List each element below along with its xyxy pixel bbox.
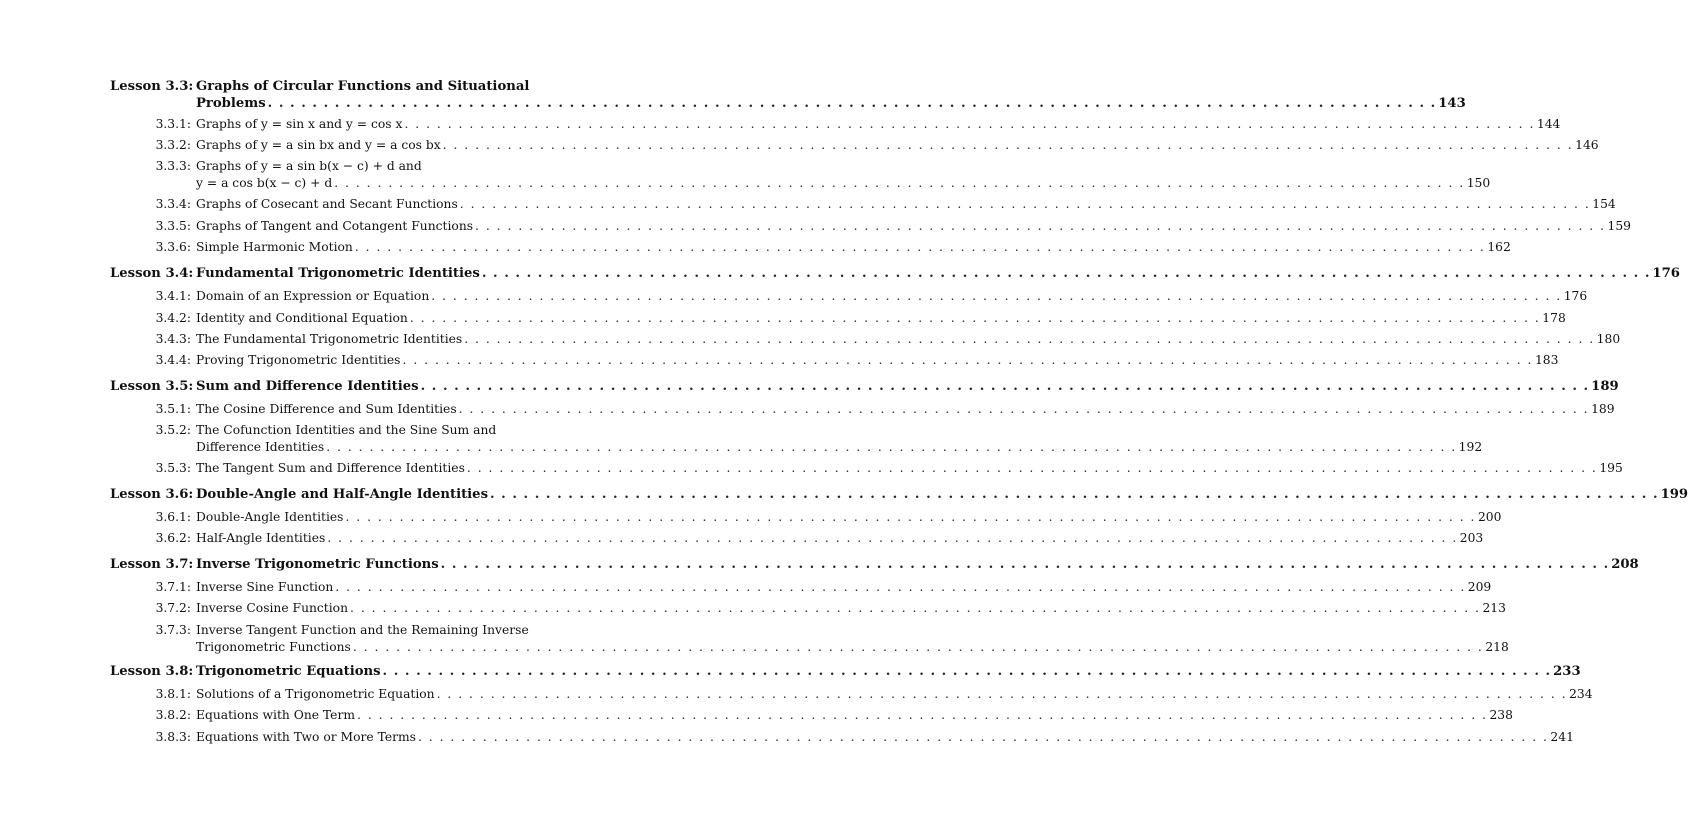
section-number: 3.8.2: [155, 708, 191, 722]
entry-title: Inverse Cosine Function [196, 601, 348, 615]
section-number: 3.4.2: [155, 311, 191, 325]
entry-title: Graphs of Cosecant and Secant Functions [196, 197, 458, 211]
dot-leader [475, 218, 1605, 235]
toc-subsection-row[interactable] [110, 196, 1616, 213]
dot-leader [383, 663, 1552, 680]
entry-title: Fundamental Trigonometric Identities [196, 266, 480, 281]
toc-entry [196, 401, 1615, 418]
dot-leader [482, 265, 1651, 282]
page-number[interactable]: 178 [1542, 311, 1566, 325]
page-number[interactable]: 176 [1563, 289, 1588, 303]
toc-lesson-row[interactable] [110, 663, 1581, 680]
entry-line [196, 663, 1581, 680]
entry-line [196, 196, 1616, 213]
toc-entry [196, 729, 1574, 746]
toc-subsection-row[interactable] [110, 622, 1509, 656]
toc-subsection-row[interactable] [110, 686, 1593, 703]
toc-subsection-row[interactable] [110, 579, 1492, 596]
entry-line [196, 530, 1483, 547]
entry-title: Graphs of Tangent and Cotangent Functions [196, 219, 474, 233]
entry-title: Inverse Tangent Function and the Remaining Inverse [196, 623, 529, 637]
page-number[interactable]: 154 [1592, 197, 1616, 211]
entry-title: The Cofunction Identities and the Sine Sum and [196, 423, 497, 437]
dot-leader [490, 486, 1659, 503]
entry-title: Double-Angle Identities [196, 510, 344, 524]
entry-title: The Cosine Difference and Sum Identities [196, 402, 457, 416]
section-number: 3.3.6: [155, 240, 191, 254]
dot-leader [460, 196, 1590, 213]
entry-line [196, 486, 1688, 503]
entry-title: Double-Angle and Half-Angle Identities [196, 487, 488, 502]
toc-entry [196, 707, 1513, 724]
toc-entry [196, 310, 1566, 327]
toc-subsection-row[interactable] [110, 331, 1621, 348]
dot-leader [443, 137, 1573, 154]
toc-entry [196, 158, 1490, 192]
entry-title: Trigonometric Equations [196, 664, 381, 679]
entry-title: Equations with One Term [196, 708, 355, 722]
entry-title: Domain of an Expression or Equation [196, 289, 430, 303]
section-number: 3.3.4: [155, 197, 191, 211]
page-number[interactable]: 200 [1477, 510, 1502, 524]
section-number: 3.3.3: [155, 159, 191, 173]
entry-title: Graphs of Circular Functions and Situational [196, 79, 530, 94]
dot-leader [335, 579, 1465, 596]
page-number[interactable]: 195 [1599, 461, 1623, 475]
entry-title: Inverse Trigonometric Functions [196, 557, 439, 572]
page-number[interactable]: 162 [1487, 240, 1511, 254]
toc-entry [196, 686, 1593, 703]
entry-title: The Tangent Sum and Difference Identities [196, 461, 465, 475]
entry-title: Trigonometric Functions [196, 640, 351, 654]
toc-entry [196, 265, 1680, 282]
page-number[interactable]: 213 [1482, 601, 1506, 615]
section-number: 3.5.1: [155, 402, 191, 416]
entry-line [196, 378, 1619, 395]
section-number: 3.4.3: [155, 332, 191, 346]
entry-title: Equations with Two or More Terms [196, 730, 416, 744]
entry-line [196, 729, 1574, 746]
toc-lesson-row[interactable] [110, 378, 1619, 395]
entry-title: Difference Identities [196, 440, 325, 454]
dot-leader [350, 600, 1480, 617]
section-number: 3.7.3: [155, 623, 191, 637]
toc-subsection-row[interactable] [110, 116, 1561, 133]
entry-line [196, 600, 1506, 617]
dot-leader [268, 95, 1437, 112]
entry-line [196, 686, 1593, 703]
dot-leader [431, 288, 1561, 305]
toc-subsection-row[interactable] [110, 137, 1599, 154]
entry-line [196, 556, 1639, 573]
lesson-number: Lesson 3.6: [110, 487, 194, 502]
toc-subsection-row[interactable] [110, 158, 1491, 192]
toc-subsection-row[interactable] [110, 401, 1615, 418]
dot-leader [327, 530, 1457, 547]
entry-title: Solutions of a Trigonometric Equation [196, 687, 435, 701]
entry-line [196, 137, 1599, 154]
page-number[interactable]: 180 [1596, 332, 1621, 346]
dot-leader [345, 509, 1475, 526]
dot-leader [404, 116, 1534, 133]
dot-leader [441, 556, 1610, 573]
page-number[interactable]: 238 [1489, 708, 1513, 722]
entry-title: Half-Angle Identities [196, 531, 326, 545]
toc-entry [196, 218, 1631, 235]
toc-entry [196, 486, 1688, 503]
page-number[interactable]: 203 [1459, 531, 1484, 545]
section-number: 3.5.3: [155, 461, 191, 475]
entry-title: Graphs of y = sin x and y = cos x [196, 117, 403, 131]
page-number[interactable]: 150 [1466, 176, 1491, 190]
section-number: 3.5.2: [155, 423, 191, 437]
toc-subsection-row[interactable] [110, 352, 1559, 369]
toc-entry [196, 352, 1558, 369]
toc-entry [196, 137, 1599, 154]
toc-subsection-row[interactable] [110, 707, 1513, 724]
lesson-number: Lesson 3.8: [110, 664, 194, 679]
entry-line [196, 422, 1482, 439]
section-number: 3.3.5: [155, 219, 191, 233]
section-number: 3.7.1: [155, 580, 191, 594]
lesson-number: Lesson 3.5: [110, 379, 194, 394]
entry-title: y = a cos b(x − c) + d [196, 176, 333, 190]
entry-line [196, 78, 1466, 95]
dot-leader [403, 352, 1533, 369]
page-number[interactable]: 144 [1536, 117, 1561, 131]
toc-entry [196, 579, 1491, 596]
toc-subsection-row[interactable] [110, 530, 1484, 547]
dot-leader [459, 401, 1589, 418]
section-number: 3.4.4: [155, 353, 191, 367]
toc-entry [196, 196, 1616, 213]
entry-line [196, 707, 1513, 724]
toc-subsection-row[interactable] [110, 600, 1506, 617]
toc-entry [196, 600, 1506, 617]
entry-title: Proving Trigonometric Identities [196, 353, 401, 367]
toc-subsection-row[interactable] [110, 460, 1623, 477]
toc-subsection-row[interactable] [110, 310, 1566, 327]
toc-entry [196, 530, 1483, 547]
entry-line [196, 239, 1511, 256]
page-number[interactable]: 189 [1591, 379, 1619, 394]
toc-entry [196, 556, 1639, 573]
toc-entry [196, 78, 1466, 112]
section-number: 3.3.1: [155, 117, 191, 131]
entry-line [196, 265, 1680, 282]
entry-line [196, 622, 1509, 639]
page-number[interactable]: 146 [1575, 138, 1599, 152]
dot-leader [334, 175, 1464, 192]
toc-lesson-row[interactable] [110, 78, 1466, 112]
entry-title: Graphs of y = a sin bx and y = a cos bx [196, 138, 441, 152]
toc-entry [196, 422, 1482, 456]
toc-subsection-row[interactable] [110, 288, 1588, 305]
toc-entry [196, 663, 1581, 680]
toc-entry [196, 460, 1623, 477]
lesson-number: Lesson 3.7: [110, 557, 194, 572]
toc-subsection-row[interactable] [110, 509, 1502, 526]
section-number: 3.7.2: [155, 601, 191, 615]
section-number: 3.4.1: [155, 289, 191, 303]
dot-leader [357, 707, 1487, 724]
entry-line [196, 579, 1491, 596]
dot-leader [467, 460, 1597, 477]
entry-line [196, 175, 1490, 192]
page-number[interactable]: 189 [1591, 402, 1615, 416]
section-number: 3.6.1: [155, 510, 191, 524]
entry-title: Simple Harmonic Motion [196, 240, 353, 254]
entry-title: Sum and Difference Identities [196, 379, 419, 394]
entry-line [196, 158, 1490, 175]
entry-line [196, 331, 1620, 348]
entry-line [196, 439, 1482, 456]
page-number[interactable]: 234 [1569, 687, 1593, 701]
entry-title: The Fundamental Trigonometric Identities [196, 332, 463, 346]
toc-lesson-row[interactable] [110, 486, 1688, 503]
section-number: 3.8.3: [155, 730, 191, 744]
toc-entry [196, 239, 1511, 256]
toc-subsection-row[interactable] [110, 218, 1631, 235]
entry-line [196, 95, 1466, 112]
page-number[interactable]: 233 [1553, 664, 1581, 679]
entry-line [196, 401, 1615, 418]
entry-line [196, 352, 1558, 369]
toc-lesson-row[interactable] [110, 556, 1639, 573]
dot-leader [353, 639, 1483, 656]
toc-entry [196, 378, 1619, 395]
toc-subsection-row[interactable] [110, 422, 1483, 456]
section-number: 3.8.1: [155, 687, 191, 701]
entry-title: Problems [196, 96, 266, 111]
page-number[interactable]: 143 [1438, 96, 1466, 111]
lesson-number: Lesson 3.3: [110, 79, 194, 94]
toc-subsection-row[interactable] [110, 239, 1511, 256]
entry-title: Identity and Conditional Equation [196, 311, 408, 325]
toc-entry [196, 331, 1620, 348]
dot-leader [355, 239, 1485, 256]
dot-leader [437, 686, 1567, 703]
page-number[interactable]: 159 [1607, 219, 1631, 233]
page-number[interactable]: 218 [1485, 640, 1509, 654]
toc-entry [196, 288, 1587, 305]
page-number[interactable]: 199 [1660, 487, 1688, 502]
lesson-number: Lesson 3.4: [110, 266, 194, 281]
section-number: 3.3.2: [155, 138, 191, 152]
dot-leader [421, 378, 1590, 395]
page-number[interactable]: 183 [1534, 353, 1559, 367]
page-number[interactable]: 192 [1458, 440, 1483, 454]
toc-entry [196, 622, 1509, 656]
dot-leader [326, 439, 1456, 456]
toc-entry [196, 116, 1560, 133]
section-number: 3.6.2: [155, 531, 191, 545]
entry-line [196, 509, 1501, 526]
page-number[interactable]: 241 [1550, 730, 1574, 744]
page-number[interactable]: 208 [1611, 557, 1639, 572]
toc-lesson-row[interactable] [110, 265, 1680, 282]
entry-line [196, 639, 1509, 656]
entry-line [196, 116, 1560, 133]
entry-line [196, 218, 1631, 235]
toc-entry [196, 509, 1501, 526]
toc-subsection-row[interactable] [110, 729, 1574, 746]
dot-leader [464, 331, 1594, 348]
dot-leader [410, 310, 1540, 327]
entry-title: Inverse Sine Function [196, 580, 334, 594]
dot-leader [418, 729, 1548, 746]
entry-line [196, 460, 1623, 477]
page-number[interactable]: 176 [1652, 266, 1680, 281]
entry-title: Graphs of y = a sin b(x − c) + d and [196, 159, 422, 173]
page-number[interactable]: 209 [1467, 580, 1492, 594]
entry-line [196, 288, 1587, 305]
entry-line [196, 310, 1566, 327]
